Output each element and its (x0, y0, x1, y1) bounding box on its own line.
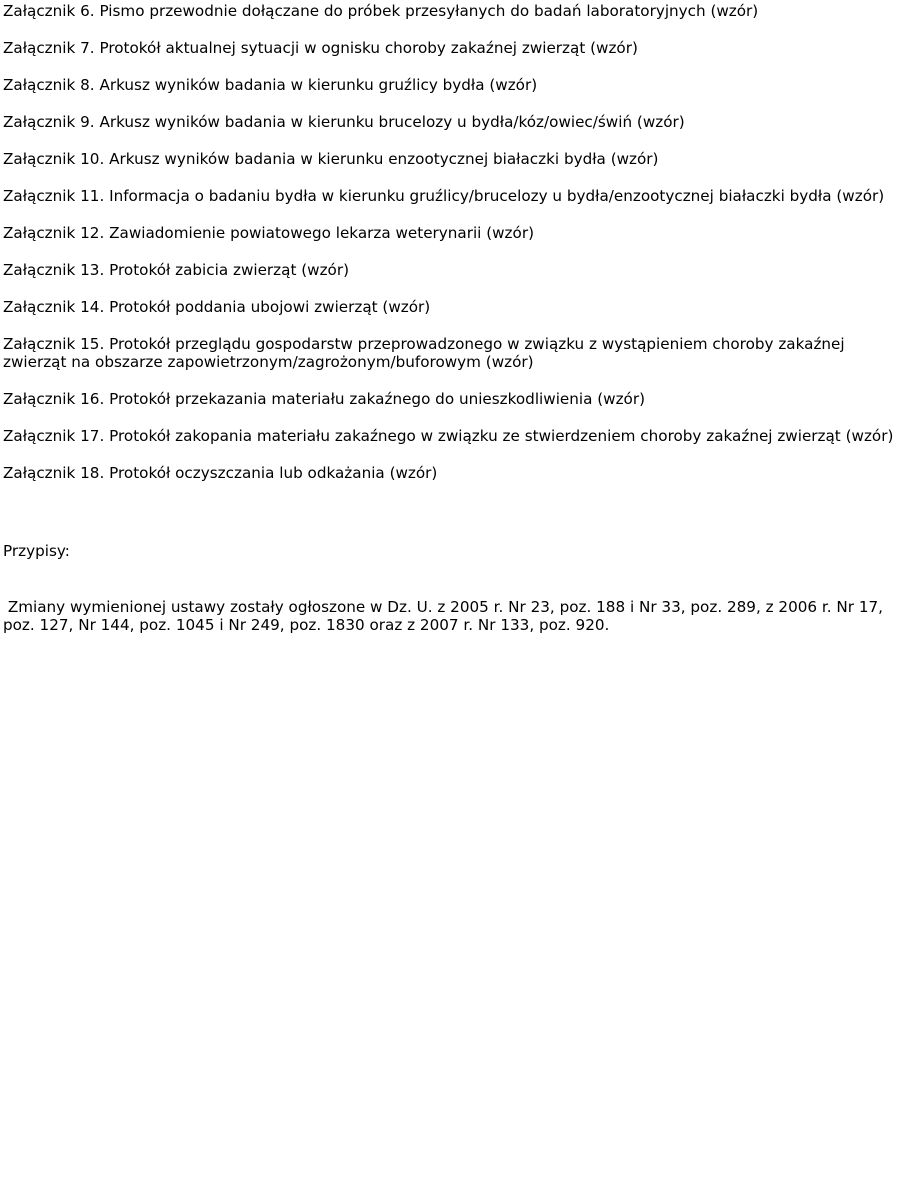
annex-item-15: Załącznik 15. Protokół przeglądu gospodarstw przeprowadzonego w związku z wystąpieniem choroby zakaźnej zwierząt na obszarze zapowietrzonym/zagrożonym/buforowym (wzór) (3, 335, 845, 371)
annex-item-6: Załącznik 6. Pismo przewodnie dołączane do próbek przesyłanych do badań laboratoryjnych (wzór) (3, 2, 759, 20)
annex-item-13: Załącznik 13. Protokół zabicia zwierząt (wzór) (3, 261, 350, 279)
annex-list (3, 2, 908, 501)
annex-item-9: Załącznik 9. Arkusz wyników badania w kierunku brucelozy u bydła/kóz/owiec/świń (wzór) (3, 113, 685, 131)
annex-item-17: Załącznik 17. Protokół zakopania materiału zakaźnego w związku ze stwierdzeniem choroby zakaźnej zwierząt (wzór) (3, 427, 894, 445)
annex-item-12: Załącznik 12. Zawiadomienie powiatowego lekarza weterynarii (wzór) (3, 224, 534, 242)
annex-item-14: Załącznik 14. Protokół poddania ubojowi zwierząt (wzór) (3, 298, 431, 316)
annex-item-8: Załącznik 8. Arkusz wyników badania w kierunku gruźlicy bydła (wzór) (3, 76, 538, 94)
annex-item-16: Załącznik 16. Protokół przekazania materiału zakaźnego do unieszkodliwienia (wzór) (3, 390, 646, 408)
footnote-text: Zmiany wymienionej ustawy zostały ogłoszone w Dz. U. z 2005 r. Nr 23, poz. 188 i Nr 33, poz. 289, z 2006 r. Nr 17, poz. 127, Nr 144, poz. 1045 i Nr 249, poz. 1830 oraz z 2007 r. Nr 133, poz. 920. (3, 598, 888, 634)
annex-item-10: Załącznik 10. Arkusz wyników badania w kierunku enzootycznej białaczki bydła (wzór) (3, 150, 659, 168)
annex-item-18: Załącznik 18. Protokół oczyszczania lub odkażania (wzór) (3, 464, 438, 482)
annex-item-11: Załącznik 11. Informacja o badaniu bydła w kierunku gruźlicy/brucelozy u bydła/enzootycznej białaczki bydła (wzór) (3, 187, 885, 205)
footnotes-heading: Przypisy: (3, 542, 70, 560)
annex-item-7: Załącznik 7. Protokół aktualnej sytuacji w ognisku choroby zakaźnej zwierząt (wzór) (3, 39, 638, 57)
